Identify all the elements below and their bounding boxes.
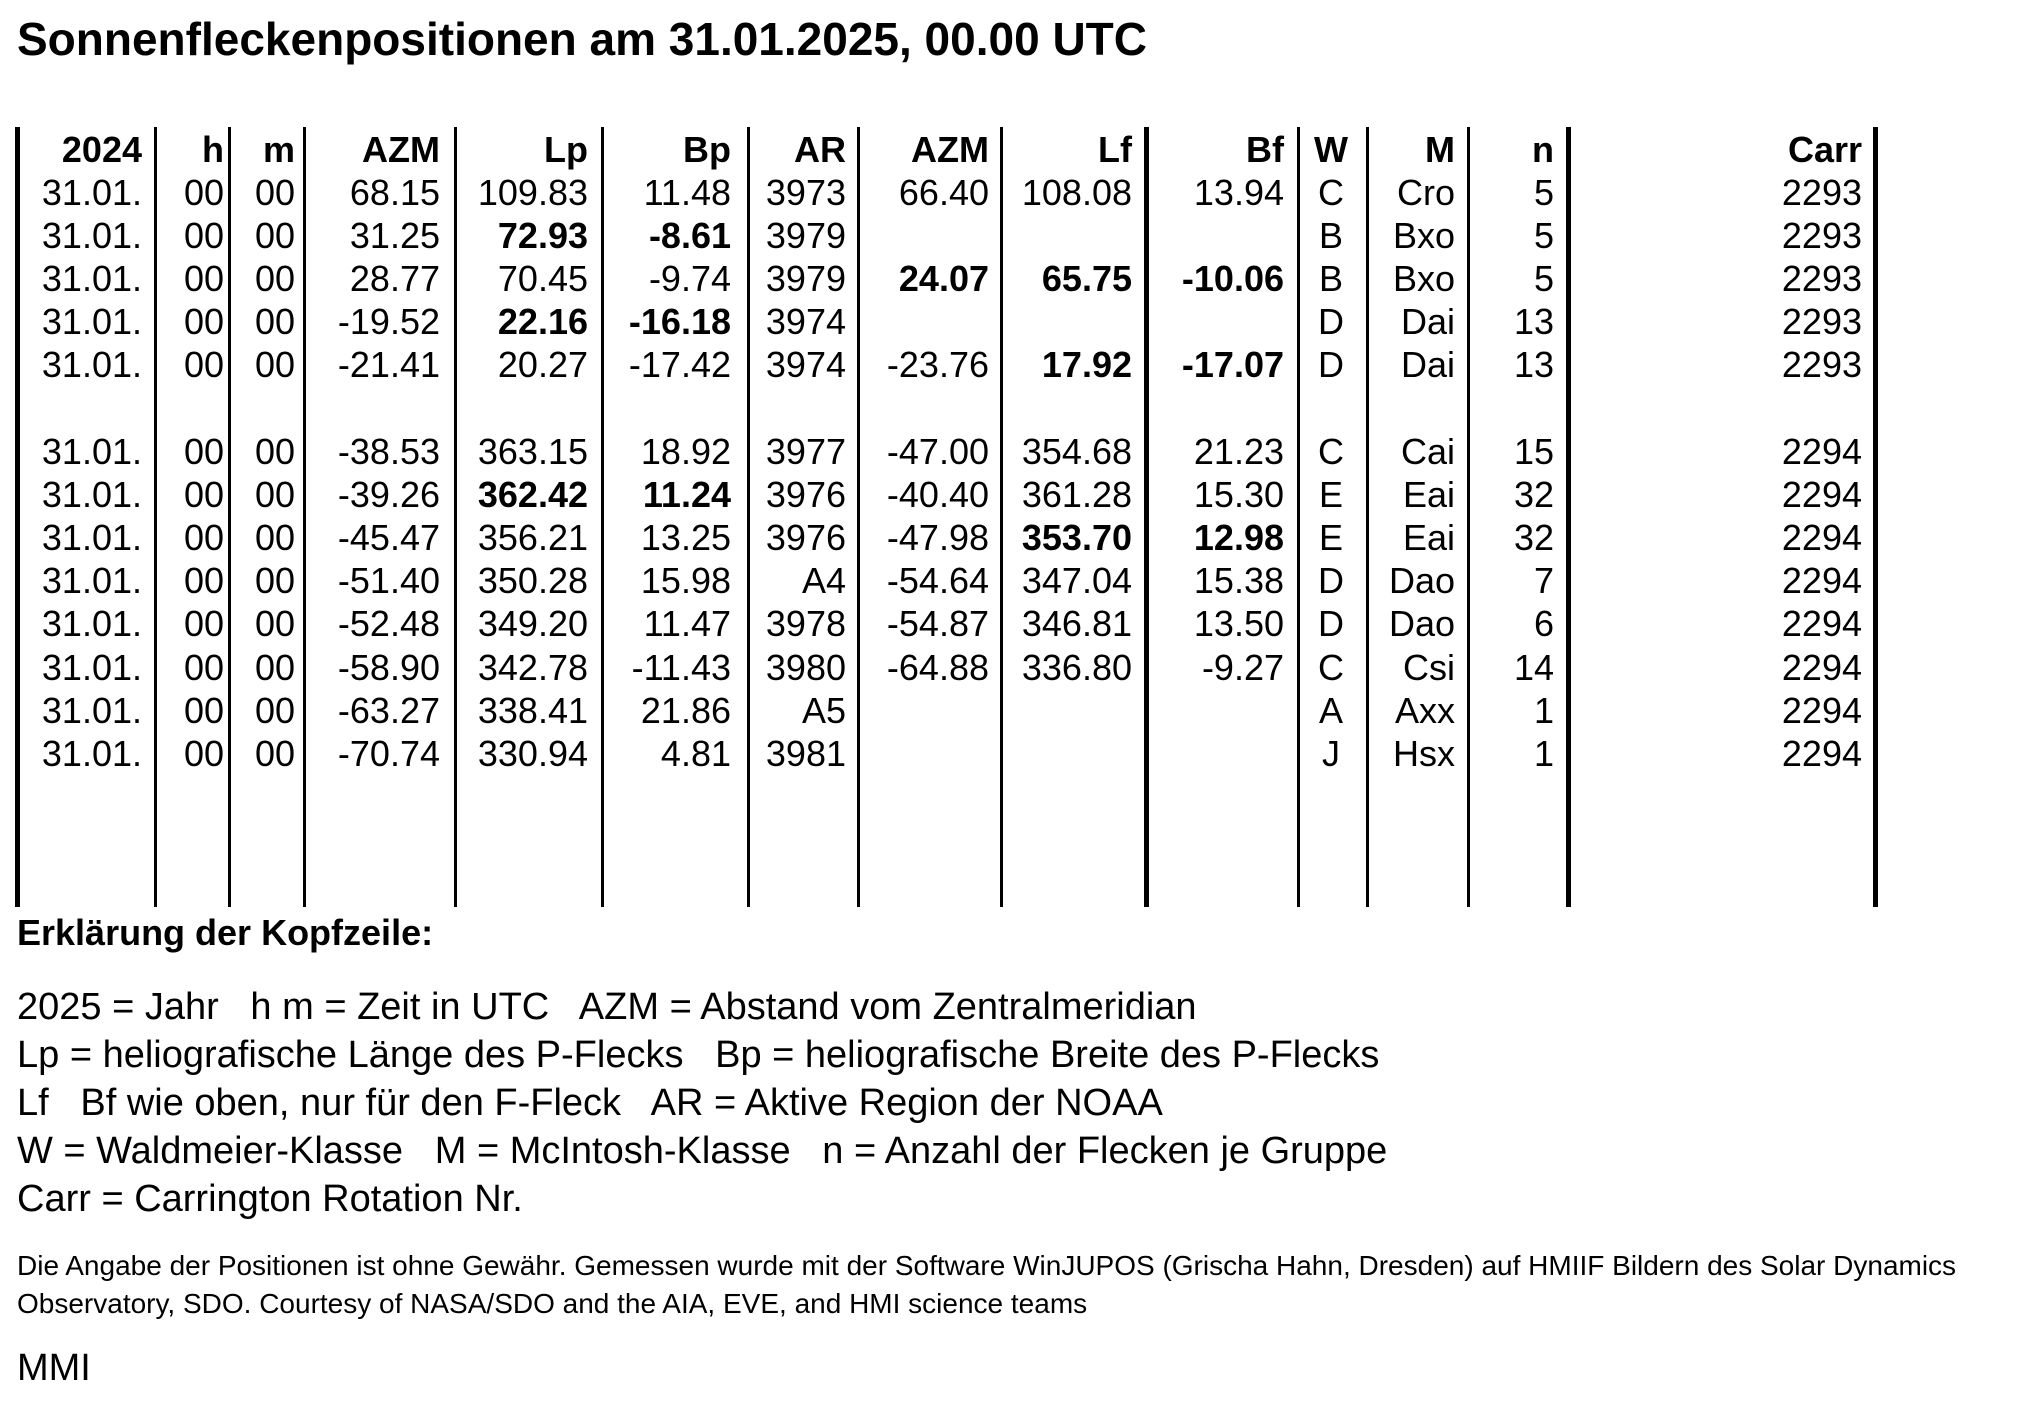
table-cell: 13 — [1513, 344, 1554, 385]
table-cell: 5 — [1533, 172, 1554, 213]
column-header: AZM — [911, 129, 989, 170]
explanation-title: Erklärung der Kopfzeile: — [17, 912, 434, 953]
table-cell: -64.88 — [886, 647, 989, 688]
table-cell: 2293 — [1781, 301, 1862, 342]
table-cell: 31.01. — [41, 344, 142, 385]
table-cell: 2294 — [1781, 474, 1862, 515]
table-cell: 70.45 — [497, 258, 588, 299]
table-cell: 3981 — [765, 733, 846, 774]
table-cell: E — [1318, 517, 1343, 558]
table-cell: -45.47 — [337, 517, 440, 558]
table-cell: 1 — [1533, 733, 1554, 774]
table-cell: Dai — [1400, 344, 1455, 385]
table-cell: -10.06 — [1181, 258, 1284, 299]
table-cell: 3979 — [765, 215, 846, 256]
column-header: W — [1314, 129, 1348, 170]
column-divider — [1144, 127, 1149, 907]
table-cell: 18.92 — [640, 431, 731, 472]
column-divider — [1566, 127, 1571, 907]
table-cell: -9.74 — [648, 258, 731, 299]
table-cell: 2293 — [1781, 215, 1862, 256]
column-header: Carr — [1787, 129, 1862, 170]
table-cell: 15.38 — [1193, 560, 1284, 601]
table-cell: 00 — [254, 172, 295, 213]
table-cell: 31.01. — [41, 603, 142, 644]
table-cell: 3978 — [765, 603, 846, 644]
table-cell: J — [1322, 733, 1340, 774]
table-cell: 346.81 — [1021, 603, 1132, 644]
table-cell: 31.01. — [41, 517, 142, 558]
table-cell: 5 — [1533, 215, 1554, 256]
table-cell: 00 — [254, 344, 295, 385]
table-cell: 361.28 — [1021, 474, 1132, 515]
table-cell: 00 — [254, 258, 295, 299]
column-divider — [15, 127, 20, 907]
table-cell: 00 — [183, 431, 224, 472]
column-header: Bf — [1246, 129, 1284, 170]
table-cell: -16.18 — [628, 301, 731, 342]
column-divider — [601, 127, 604, 907]
table-cell: 65.75 — [1041, 258, 1132, 299]
table-cell: 17.92 — [1041, 344, 1132, 385]
table-cell: 336.80 — [1021, 647, 1132, 688]
table-cell: 347.04 — [1021, 560, 1132, 601]
table-cell: -58.90 — [337, 647, 440, 688]
table-cell: -38.53 — [337, 431, 440, 472]
explanation-line: Carr = Carrington Rotation Nr. — [17, 1178, 523, 1220]
table-cell: 00 — [254, 690, 295, 731]
table-cell: -39.26 — [337, 474, 440, 515]
table-cell: 00 — [183, 301, 224, 342]
table-cell: D — [1318, 301, 1344, 342]
table-cell: 31.01. — [41, 215, 142, 256]
table-cell: 3976 — [765, 517, 846, 558]
explanation-line: 2025 = Jahr h m = Zeit in UTC AZM = Abstand vom Zentralmeridian — [17, 986, 1197, 1028]
table-cell: -63.27 — [337, 690, 440, 731]
column-header: 2024 — [61, 129, 142, 170]
table-cell: 11.48 — [643, 172, 731, 213]
column-divider — [303, 127, 306, 907]
table-cell: -47.98 — [886, 517, 989, 558]
table-cell: 13 — [1513, 301, 1554, 342]
table-cell: -9.27 — [1201, 647, 1284, 688]
table-cell: Dai — [1400, 301, 1455, 342]
table-cell: 00 — [254, 474, 295, 515]
table-cell: -11.43 — [631, 647, 731, 688]
table-cell: 31.01. — [41, 301, 142, 342]
table-cell: 2293 — [1781, 258, 1862, 299]
table-cell: 353.70 — [1021, 517, 1132, 558]
table-cell: 362.42 — [477, 474, 588, 515]
table-cell: 00 — [254, 603, 295, 644]
table-cell: 3974 — [765, 301, 846, 342]
column-divider — [1366, 127, 1369, 907]
table-cell: 363.15 — [477, 431, 588, 472]
table-cell: Cro — [1396, 172, 1455, 213]
table-cell: B — [1318, 215, 1343, 256]
table-cell: 109.83 — [477, 172, 588, 213]
table-cell: A4 — [801, 560, 846, 601]
column-divider — [1873, 127, 1878, 907]
table-cell: 2294 — [1781, 690, 1862, 731]
table-cell: 00 — [183, 172, 224, 213]
table-cell: 00 — [183, 474, 224, 515]
explanation-line: W = Waldmeier-Klasse M = McIntosh-Klasse n = Anzahl der Flecken je Gruppe — [17, 1130, 1388, 1172]
table-cell: 2293 — [1781, 172, 1862, 213]
table-cell: 2293 — [1781, 344, 1862, 385]
table-cell: 15.98 — [640, 560, 731, 601]
table-cell: 15 — [1513, 431, 1554, 472]
table-cell: Hsx — [1393, 733, 1455, 774]
table-cell: C — [1318, 431, 1344, 472]
table-cell: -47.00 — [886, 431, 989, 472]
table-cell: -54.87 — [886, 603, 989, 644]
table-cell: -8.61 — [648, 215, 731, 256]
table-cell: 13.94 — [1193, 172, 1284, 213]
table-cell: Csi — [1403, 647, 1455, 688]
table-cell: 00 — [183, 344, 224, 385]
table-cell: C — [1318, 172, 1344, 213]
table-cell: -51.40 — [337, 560, 440, 601]
table-cell: 00 — [183, 647, 224, 688]
table-cell: -23.76 — [886, 344, 989, 385]
column-divider — [1000, 127, 1003, 907]
table-cell: Cai — [1400, 431, 1455, 472]
table-cell: 31.01. — [41, 258, 142, 299]
table-cell: 31.01. — [41, 474, 142, 515]
table-cell: 00 — [254, 560, 295, 601]
table-cell: 00 — [254, 215, 295, 256]
table-cell: 3974 — [765, 344, 846, 385]
table-cell: 354.68 — [1021, 431, 1132, 472]
table-cell: 2294 — [1781, 733, 1862, 774]
table-cell: 356.21 — [477, 517, 588, 558]
column-divider — [454, 127, 457, 907]
disclaimer-text: Die Angabe der Positionen ist ohne Gewähr. Gemessen wurde mit der Software WinJUPOS (Grischa Hahn, Dresden) auf HMIIF Bildern des Solar Dynamics Observatory, SDO. Courtesy of NASA/SDO and the AIA, EVE, and HMI science teams — [17, 1250, 1957, 1319]
column-header: n — [1532, 129, 1554, 170]
table-cell: 00 — [183, 560, 224, 601]
table-cell: 2294 — [1781, 431, 1862, 472]
table-cell: 22.16 — [497, 301, 588, 342]
table-cell: Eai — [1402, 474, 1455, 515]
table-cell: 3979 — [765, 258, 846, 299]
table-cell: 2294 — [1781, 647, 1862, 688]
table-cell: 2294 — [1781, 603, 1862, 644]
page-title: Sonnenfleckenpositionen am 31.01.2025, 00.00 UTC — [17, 13, 1147, 65]
table-cell: 31.01. — [41, 431, 142, 472]
table-cell: -19.52 — [337, 301, 440, 342]
table-cell: 00 — [254, 431, 295, 472]
table-cell: 31.01. — [41, 690, 142, 731]
table-cell: -17.07 — [1181, 344, 1284, 385]
table-cell: 1 — [1533, 690, 1554, 731]
table-cell: 11.47 — [643, 603, 731, 644]
column-header: Lf — [1098, 129, 1132, 170]
table-cell: 330.94 — [477, 733, 588, 774]
table-cell: 00 — [254, 301, 295, 342]
table-cell: -70.74 — [337, 733, 440, 774]
table-cell: 31.01. — [41, 560, 142, 601]
column-header: Bp — [683, 129, 731, 170]
table-cell: 00 — [183, 258, 224, 299]
table-cell: 4.81 — [660, 733, 731, 774]
table-cell: -21.41 — [337, 344, 440, 385]
table-cell: -52.48 — [337, 603, 440, 644]
table-cell: 338.41 — [477, 690, 588, 731]
table-cell: 31.25 — [349, 215, 440, 256]
table-cell: 14 — [1513, 647, 1554, 688]
table-cell: 32 — [1513, 517, 1554, 558]
table-cell: 13.25 — [640, 517, 731, 558]
table-cell: 31.01. — [41, 172, 142, 213]
table-cell: E — [1318, 474, 1343, 515]
table-cell: 350.28 — [477, 560, 588, 601]
table-cell: 31.01. — [41, 733, 142, 774]
table-cell: 20.27 — [497, 344, 588, 385]
table-cell: 21.23 — [1193, 431, 1284, 472]
table-cell: Axx — [1394, 690, 1455, 731]
table-cell: 68.15 — [349, 172, 440, 213]
table-cell: 5 — [1533, 258, 1554, 299]
table-cell: 2294 — [1781, 517, 1862, 558]
table-cell: C — [1318, 647, 1344, 688]
table-cell: 00 — [183, 733, 224, 774]
column-header: Lp — [544, 129, 588, 170]
table-cell: Bxo — [1392, 258, 1455, 299]
table-cell: 66.40 — [898, 172, 989, 213]
explanation-line: Lp = heliografische Länge des P-Flecks Bp = heliografische Breite des P-Flecks — [17, 1034, 1380, 1076]
table-cell: 00 — [183, 517, 224, 558]
column-header: AR — [794, 129, 846, 170]
column-header: m — [262, 129, 295, 170]
table-cell: 00 — [183, 690, 224, 731]
table-cell: 3976 — [765, 474, 846, 515]
table-cell: 6 — [1533, 603, 1554, 644]
table-cell: -40.40 — [886, 474, 989, 515]
table-cell: Bxo — [1392, 215, 1455, 256]
table-cell: A — [1318, 690, 1343, 731]
table-cell: 00 — [183, 215, 224, 256]
table-cell: 3980 — [765, 647, 846, 688]
table-cell: Eai — [1402, 517, 1455, 558]
table-cell: 108.08 — [1021, 172, 1132, 213]
table-cell: 342.78 — [477, 647, 588, 688]
table-cell: 28.77 — [349, 258, 440, 299]
table-cell: B — [1318, 258, 1343, 299]
table-cell: 00 — [254, 647, 295, 688]
explanation-line: Lf Bf wie oben, nur für den F-Fleck AR = Aktive Region der NOAA — [17, 1082, 1163, 1124]
column-divider — [1297, 127, 1300, 907]
column-header: M — [1425, 129, 1455, 170]
table-cell: 12.98 — [1193, 517, 1284, 558]
table-cell: 00 — [254, 517, 295, 558]
table-cell: A5 — [801, 690, 846, 731]
table-cell: 13.50 — [1193, 603, 1284, 644]
table-cell: Dao — [1388, 603, 1455, 644]
table-cell: 21.86 — [640, 690, 731, 731]
signature: MMI — [17, 1347, 91, 1389]
table-cell: 00 — [183, 603, 224, 644]
table-cell: 3973 — [765, 172, 846, 213]
table-cell: 32 — [1513, 474, 1554, 515]
table-cell: 7 — [1533, 560, 1554, 601]
column-divider — [228, 127, 231, 907]
table-cell: 15.30 — [1193, 474, 1284, 515]
table-cell: Dao — [1388, 560, 1455, 601]
table-cell: -54.64 — [886, 560, 989, 601]
table-cell: 11.24 — [642, 474, 731, 515]
column-divider — [857, 127, 860, 907]
table-cell: 3977 — [765, 431, 846, 472]
column-divider — [747, 127, 750, 907]
table-cell: 72.93 — [497, 215, 588, 256]
table-cell: D — [1318, 560, 1344, 601]
table-cell: 2294 — [1781, 560, 1862, 601]
table-cell: 00 — [254, 733, 295, 774]
column-header: h — [202, 129, 224, 170]
column-divider — [154, 127, 157, 907]
column-header: AZM — [362, 129, 440, 170]
table-cell: 24.07 — [898, 258, 989, 299]
table-cell: 31.01. — [41, 647, 142, 688]
table-cell: D — [1318, 344, 1344, 385]
table-cell: 349.20 — [477, 603, 588, 644]
table-cell: D — [1318, 603, 1344, 644]
table-cell: -17.42 — [628, 344, 731, 385]
column-divider — [1467, 127, 1470, 907]
